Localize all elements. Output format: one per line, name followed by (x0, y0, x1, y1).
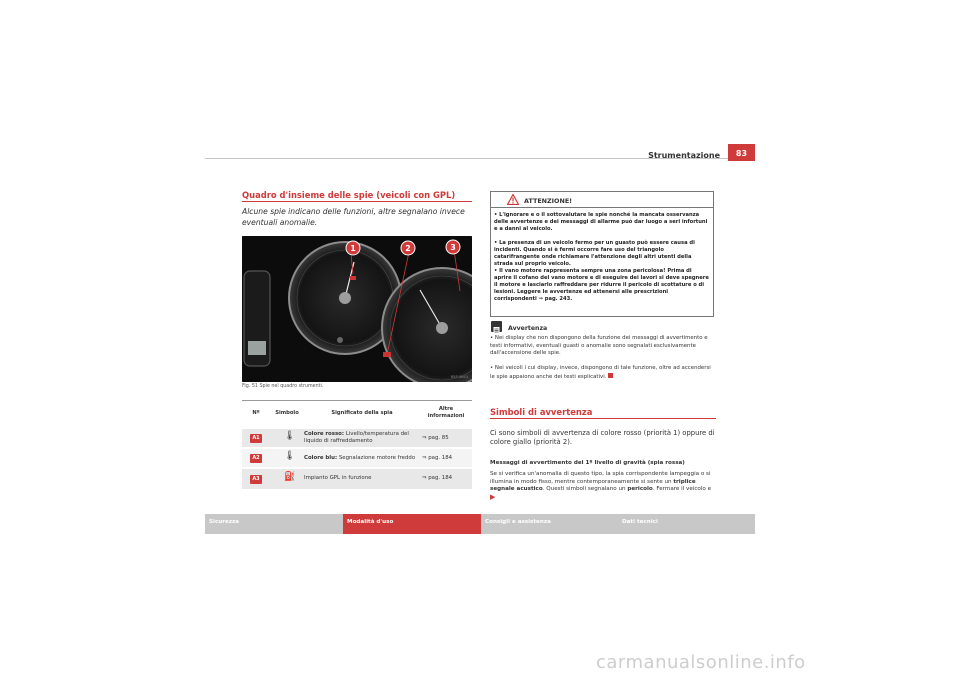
page-number: 83 (728, 144, 755, 161)
row-meaning-text: Impianto GPL in funzione (304, 475, 372, 481)
row-meaning (304, 455, 420, 462)
end-marker (608, 373, 613, 378)
row-meaning-text: Livello/temperatura del liquido di raffreddamento (304, 431, 409, 444)
footer-tab-modalita[interactable]: Modalità d'uso (347, 519, 394, 525)
figure-code: B5P-0663 (450, 375, 468, 379)
row-ref: ⇒ pag. 85 (422, 435, 449, 441)
warning-item-text: Il vano motore rappresenta sempre una zona pericolosa! Prima di aprire il cofano del vano motore e di eseguire dei lavori si deve spegnere il motore e lasciarlo raffreddare per ridurre il pericolo di scottature o di lesioni. Leggere le avvertenze ed attenersi alle prescrizioni corrispondenti ⇒ pag. 243. (494, 268, 709, 302)
note-item-text: Nei veicoli i cui display, invece, dispongono di tale funzione, oltre ad accendersi le spie appaiono anche dei testi esplicativi. (490, 365, 711, 380)
warning-header (491, 192, 713, 208)
row-color-label: Colore rosso: (304, 431, 345, 437)
callout-2-label: 2 (405, 244, 411, 253)
th-more: Altre informazioni (427, 406, 465, 419)
th-symbol: Simbolo (275, 410, 299, 416)
row-ref: ⇒ pag. 184 (422, 475, 453, 481)
footer-tab-dati[interactable]: Dati tecnici (622, 519, 658, 525)
row-num: A2 (250, 454, 262, 463)
table-header (242, 404, 472, 428)
warning-item-text: L'ignorare e o il sottovalutare le spie nonché la mancata osservanza delle avvertenze e dei messaggi di allarme può dar luogo a seri infortuni e a danni al veicolo. (494, 212, 708, 232)
dashboard-illustration (242, 236, 472, 382)
continue-arrow-icon: ▶ (490, 492, 496, 501)
paragraph-part: . Questi simboli segnalano un (542, 486, 626, 493)
th-num: Nº (252, 410, 260, 416)
section2-paragraph (490, 471, 716, 502)
warning-title: ATTENZIONE! (524, 197, 573, 205)
table-row (242, 449, 472, 467)
section2-body: Ci sono simboli di avvertenza di colore rosso (priorità 1) oppure di colore giallo (priorità 2). (490, 429, 715, 446)
lpg-icon: ⛽ (284, 472, 296, 482)
note-icon (491, 321, 502, 332)
warning-item-text: La presenza di un veicolo fermo per un guasto può essere causa di incidenti. Quando si è fermi occorre fare uso del triangolo catarifrangente onde richiamare l'attenzione degli altri utenti della strada sul proprio veicolo. (494, 240, 695, 267)
figure-caption: Fig. 51 Spie nel quadro strumenti. (242, 384, 324, 389)
section2-subhead: Messaggi di avvertimento del 1º livello di gravità (spia rossa) (490, 460, 685, 466)
footer-tab-sicurezza[interactable]: Sicurezza (209, 519, 240, 525)
paragraph-part: . Fermare il veicolo e (652, 486, 712, 493)
row-ref: ⇒ pag. 184 (422, 455, 453, 461)
coolant-temp-icon: 🌡 (284, 451, 296, 461)
callout-3-label: 3 (450, 243, 456, 252)
warning-triangle-icon (507, 194, 519, 205)
row-num: A3 (250, 475, 262, 484)
table-row (242, 469, 472, 489)
callout-1-label: 1 (350, 244, 356, 253)
dashboard-figure (242, 236, 472, 382)
table-top-rule (242, 400, 472, 401)
warning-item: • Il vano motore rappresenta sempre una zona pericolosa! Prima di aprire il cofano del vano motore e di eseguire dei lavori si deve spegnere il motore e lasciarlo raffreddare per ridurre il pericolo di scottature o di lesioni. Leggere le avvertenze ed attenersi alle prescrizioni corrispondenti ⇒ pag. 243. (494, 268, 709, 302)
th-meaning: Significato della spia (331, 410, 393, 416)
warning-item: • La presenza di un veicolo fermo per un guasto può essere causa di incidenti. Quando si è fermi occorre fare uso del triangolo catarifrangente onde richiamare l'attenzione degli altri utenti della strada sul proprio veicolo. (494, 240, 695, 267)
table-row (242, 429, 472, 447)
section-title-overview: Quadro d'insieme delle spie (veicoli con GPL) (242, 190, 456, 200)
paragraph-part: Se si verifica un'anomalia di questo tipo, la spia corrispondente lampeggia o si illumina in modo fisso, mentre contemporaneamente si sente un (490, 471, 711, 485)
section-intro: Alcune spie indicano delle funzioni, altre segnalano invece eventuali anomalie. (242, 207, 465, 227)
paragraph-emphasis: pericolo (627, 486, 653, 493)
note-item: • Nei display che non dispongono della funzione dei messaggi di avvertimento e testi informativi, eventuali guasti o anomalie sono segnalati esclusivamente dall'accensione delle spie. (490, 335, 708, 356)
warning-item: • L'ignorare e o il sottovalutare le spie nonché la mancata osservanza delle avvertenze e dei messaggi di allarme può dar luogo a seri infortuni e a danni al veicolo. (494, 212, 708, 232)
row-meaning-text: Segnalazione motore freddo (338, 455, 416, 461)
row-num: A1 (250, 434, 262, 443)
warning-box (490, 191, 714, 317)
section-rule (490, 418, 716, 419)
row-color-label: Colore blu: (304, 455, 338, 461)
note-title: Avvertenza (508, 325, 548, 332)
section-rule (242, 201, 472, 202)
footer-nav (205, 514, 755, 534)
watermark: carmanualsonline.info (596, 652, 806, 673)
note-item-text: Nei display che non dispongono della funzione dei messaggi di avvertimento e testi informativi, eventuali guasti o anomalie sono segnalati esclusivamente dall'accensione delle spie. (490, 335, 708, 356)
paragraph-emphasis: triplice segnale acustico (490, 478, 696, 493)
note-item: • Nei veicoli i cui display, invece, dispongono di tale funzione, oltre ad accendersi le spie appaiono anche dei testi esplicativi. (490, 365, 711, 380)
footer-tab-consigli[interactable]: Consigli e assistenza (485, 519, 551, 525)
header-title: Strumentazione (648, 151, 720, 160)
row-meaning (304, 431, 420, 445)
coolant-temp-icon: 🌡 (284, 431, 296, 441)
section-title-symbols: Simboli di avvertenza (490, 407, 593, 417)
